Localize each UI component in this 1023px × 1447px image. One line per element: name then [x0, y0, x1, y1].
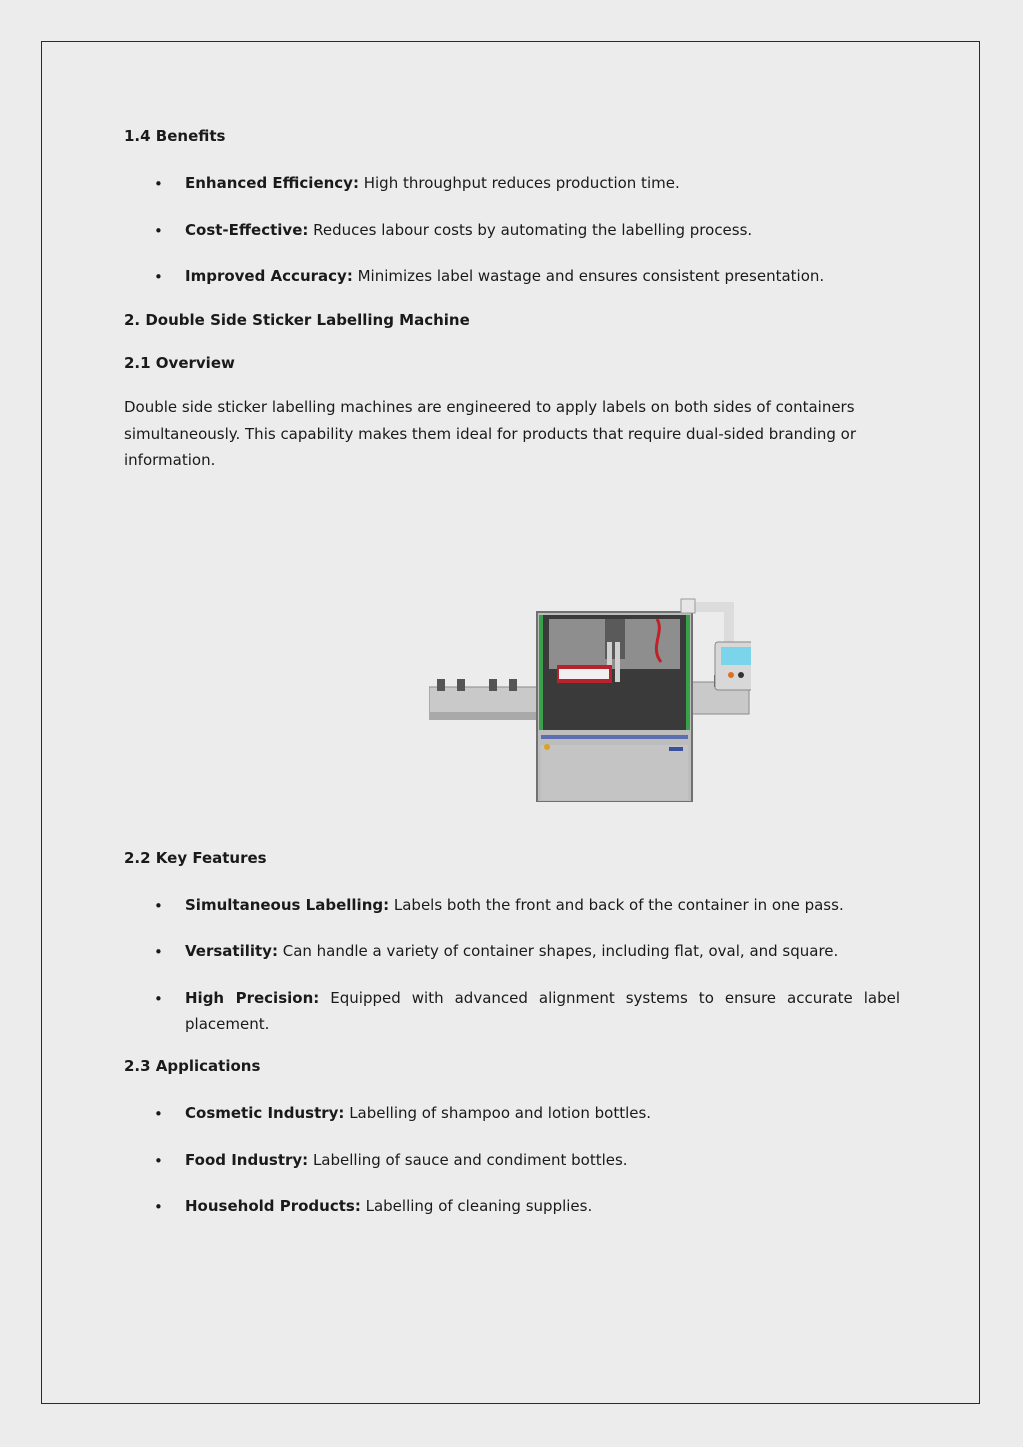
list-item: Cosmetic Industry: Labelling of shampoo and lotion bottles. — [185, 1104, 652, 1122]
overview-paragraph: Double side sticker labelling machines are engineered to apply labels on both sides of containers simultaneously. This capability makes them ideal for products that require dual-sided branding or information. — [124, 398, 856, 469]
bullet-icon: • — [154, 1105, 163, 1123]
features-heading: 2.2 Key Features — [124, 849, 267, 867]
bullet-icon: • — [154, 1152, 163, 1170]
list-item: High Precision: Equipped with advanced alignment systems to ensure accurate label placement. — [185, 989, 901, 1033]
list-item: Versatility: Can handle a variety of container shapes, including flat, oval, and square. — [185, 942, 839, 960]
list-item: Enhanced Efficiency: High throughput reduces production time. — [185, 174, 680, 192]
benefits-heading: 1.4 Benefits — [124, 127, 226, 145]
labelling-machine-image — [429, 557, 751, 802]
bullet-icon: • — [154, 175, 163, 193]
bullet-icon: • — [154, 222, 163, 240]
document-page — [41, 41, 980, 1404]
list-item: Cost-Effective: Reduces labour costs by automating the labelling process. — [185, 221, 753, 239]
list-item: Household Products: Labelling of cleaning supplies. — [185, 1197, 593, 1215]
overview-heading: 2.1 Overview — [124, 354, 235, 372]
list-item: Food Industry: Labelling of sauce and condiment bottles. — [185, 1151, 628, 1169]
bullet-icon: • — [154, 990, 163, 1008]
bullet-icon: • — [154, 943, 163, 961]
bullet-icon: • — [154, 897, 163, 915]
bullet-icon: • — [154, 268, 163, 286]
applications-heading: 2.3 Applications — [124, 1057, 261, 1075]
list-item: Simultaneous Labelling: Labels both the front and back of the container in one pass. — [185, 896, 844, 914]
bullet-icon: • — [154, 1198, 163, 1216]
machine-heading: 2. Double Side Sticker Labelling Machine — [124, 311, 470, 329]
list-item: Improved Accuracy: Minimizes label wastage and ensures consistent presentation. — [185, 267, 825, 285]
